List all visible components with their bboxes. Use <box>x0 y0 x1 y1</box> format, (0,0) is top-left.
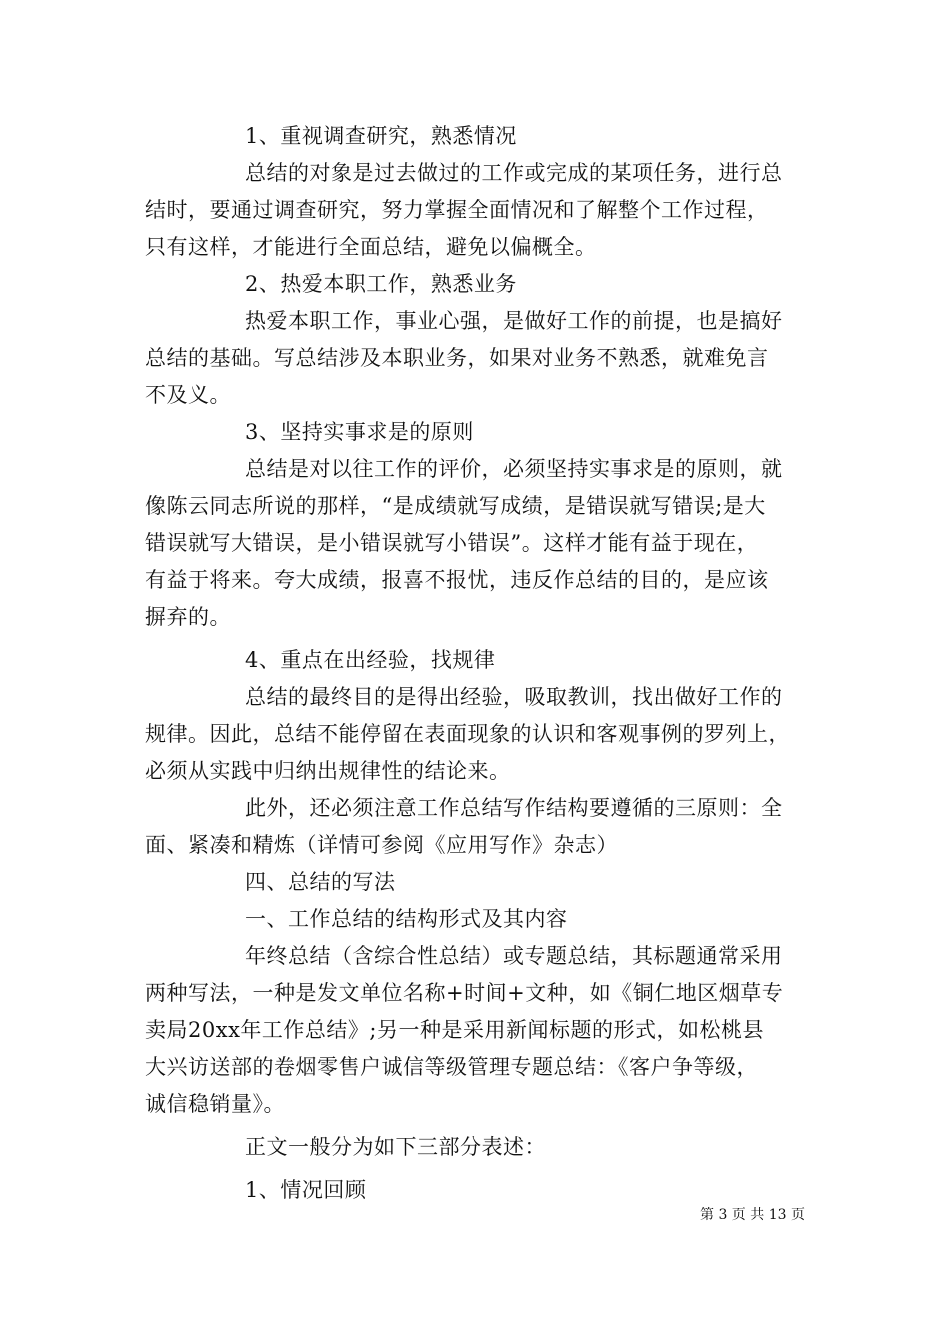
paragraph-line: 摒弃的。 <box>145 605 231 629</box>
paragraph-line: 像陈云同志所说的那样，“是成绩就写成绩，是错误就写错误;是大 <box>145 494 766 518</box>
paragraph-line: 面、紧凑和精炼（详情可参阅《应用写作》杂志） <box>145 833 618 857</box>
section-heading: 1、重视调查研究，熟悉情况 <box>245 124 517 148</box>
paragraph-line: 错误就写大错误，是小错误就写小错误”。这样才能有益于现在， <box>145 531 759 555</box>
paragraph-line: 有益于将来。夸大成绩，报喜不报忧，违反作总结的目的，是应该 <box>145 568 769 592</box>
section-heading: 3、坚持实事求是的原则 <box>245 420 474 444</box>
paragraph-line: 不及义。 <box>145 383 231 407</box>
paragraph-line: 必须从实践中归纳出规律性的结论来。 <box>145 759 511 783</box>
paragraph-line: 卖局20xx年工作总结》;另一种是采用新闻标题的形式，如松桃县 <box>145 1018 764 1042</box>
section-heading: 2、热爱本职工作，熟悉业务 <box>245 272 517 296</box>
paragraph-line: 总结的对象是过去做过的工作或完成的某项任务，进行总 <box>245 161 783 185</box>
paragraph-line: 总结的基础。写总结涉及本职业务，如果对业务不熟悉，就难免言 <box>145 346 769 370</box>
paragraph-line: 结时，要通过调查研究，努力掌握全面情况和了解整个工作过程， <box>145 198 769 222</box>
paragraph-line: 规律。因此，总结不能停留在表面现象的认识和客观事例的罗列上， <box>145 722 790 746</box>
paragraph-line: 总结的最终目的是得出经验，吸取教训，找出做好工作的 <box>245 685 783 709</box>
paragraph-line: 只有这样，才能进行全面总结，避免以偏概全。 <box>145 235 597 259</box>
section-heading: 1、情况回顾 <box>245 1178 367 1202</box>
section-heading: 一、工作总结的结构形式及其内容 <box>245 907 568 931</box>
paragraph-line: 正文一般分为如下三部分表述： <box>245 1135 546 1159</box>
paragraph-line: 总结是对以往工作的评价，必须坚持实事求是的原则，就 <box>245 457 783 481</box>
document-body <box>145 118 810 1209</box>
paragraph-line: 热爱本职工作，事业心强，是做好工作的前提，也是搞好 <box>245 309 783 333</box>
section-heading: 四、总结的写法 <box>245 870 396 894</box>
paragraph-line: 年终总结（含综合性总结）或专题总结，其标题通常采用 <box>245 944 783 968</box>
paragraph-line: 两种写法，一种是发文单位名称+时间+文种，如《铜仁地区烟草专 <box>145 981 784 1005</box>
page-number: 第 3 页 共 13 页 <box>700 1207 805 1223</box>
section-heading: 4、重点在出经验，找规律 <box>245 648 496 672</box>
paragraph-line: 诚信稳销量》。 <box>145 1092 285 1116</box>
paragraph-line: 大兴访送部的卷烟零售户诚信等级管理专题总结：《客户争等级， <box>145 1055 758 1079</box>
paragraph-line: 此外，还必须注意工作总结写作结构要遵循的三原则：全 <box>245 796 783 820</box>
